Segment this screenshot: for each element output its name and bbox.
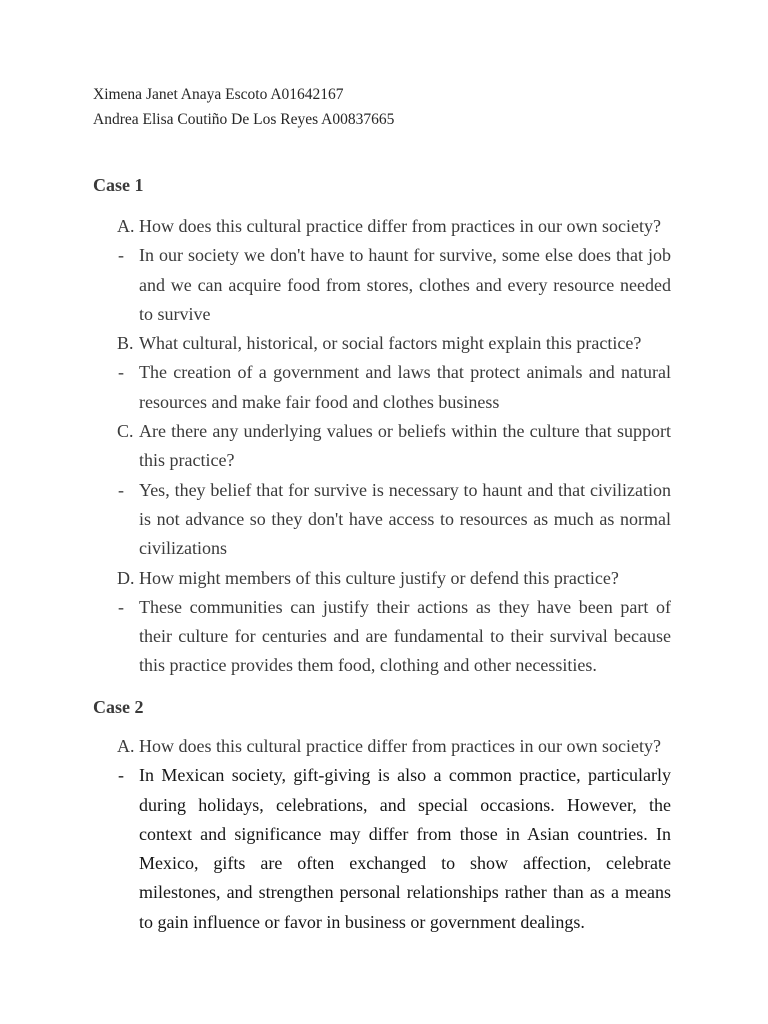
answer-marker: - <box>118 765 124 786</box>
answer-row <box>117 358 671 417</box>
question-row <box>117 329 671 358</box>
case-heading: Case 1 <box>93 175 144 195</box>
answer-marker: - <box>118 245 124 266</box>
question-marker: A. <box>117 736 135 756</box>
case-1-questions <box>117 212 671 681</box>
answer-marker: - <box>118 362 124 383</box>
question-row <box>117 564 671 593</box>
question-row <box>117 417 671 476</box>
answer-row <box>117 241 671 329</box>
question-text: How might members of this culture justify or defend this practice? <box>139 567 619 588</box>
answer-marker: - <box>118 479 124 500</box>
question-row <box>117 212 671 241</box>
answer-row <box>117 593 671 681</box>
question-marker: A. <box>117 216 135 236</box>
answer-row <box>117 476 671 564</box>
question-text: How does this cultural practice differ from practices in our own society? <box>139 216 661 236</box>
answer-marker: - <box>118 596 124 617</box>
case-heading: Case 2 <box>93 697 144 717</box>
case-2-questions <box>117 732 671 937</box>
answer-text: Yes, they belief that for survive is necessary to haunt and that civilization is not advance so they don't have access to resources as much as normal civilizations <box>139 479 671 559</box>
answer-text: In Mexican society, gift-giving is also a common practice, particularly during holidays, celebrations, and special occasions. However, the context and significance may differ from those in Asian countries. In Mexico, gifts are often exchanged to show affection, celebrate milestones, and strengthen personal relationships rather than as a means to gain influence or favor in business or government dealings. <box>139 765 671 932</box>
answer-text: In our society we don't have to haunt for survive, some else does that job and we can acquire food from stores, clothes and every resource needed to survive <box>139 245 671 324</box>
question-row <box>117 732 671 761</box>
author-line: Andrea Elisa Coutiño De Los Reyes A00837665 <box>93 111 395 128</box>
answer-row <box>117 761 671 937</box>
question-text: Are there any underlying values or beliefs within the culture that support this practice? <box>139 421 671 471</box>
question-marker: C. <box>117 421 134 442</box>
answer-text: The creation of a government and laws that protect animals and natural resources and make fair food and clothes business <box>139 362 671 412</box>
author-line: Ximena Janet Anaya Escoto A01642167 <box>93 86 344 103</box>
question-text: What cultural, historical, or social factors might explain this practice? <box>139 333 642 354</box>
author-block <box>93 82 394 132</box>
question-marker: D. <box>117 567 135 588</box>
question-marker: B. <box>117 333 134 354</box>
answer-text: These communities can justify their actions as they have been part of their culture for centuries and are fundamental to their survival because this practice provides them food, clothing and other necessities. <box>139 596 671 676</box>
question-text: How does this cultural practice differ from practices in our own society? <box>139 736 661 756</box>
